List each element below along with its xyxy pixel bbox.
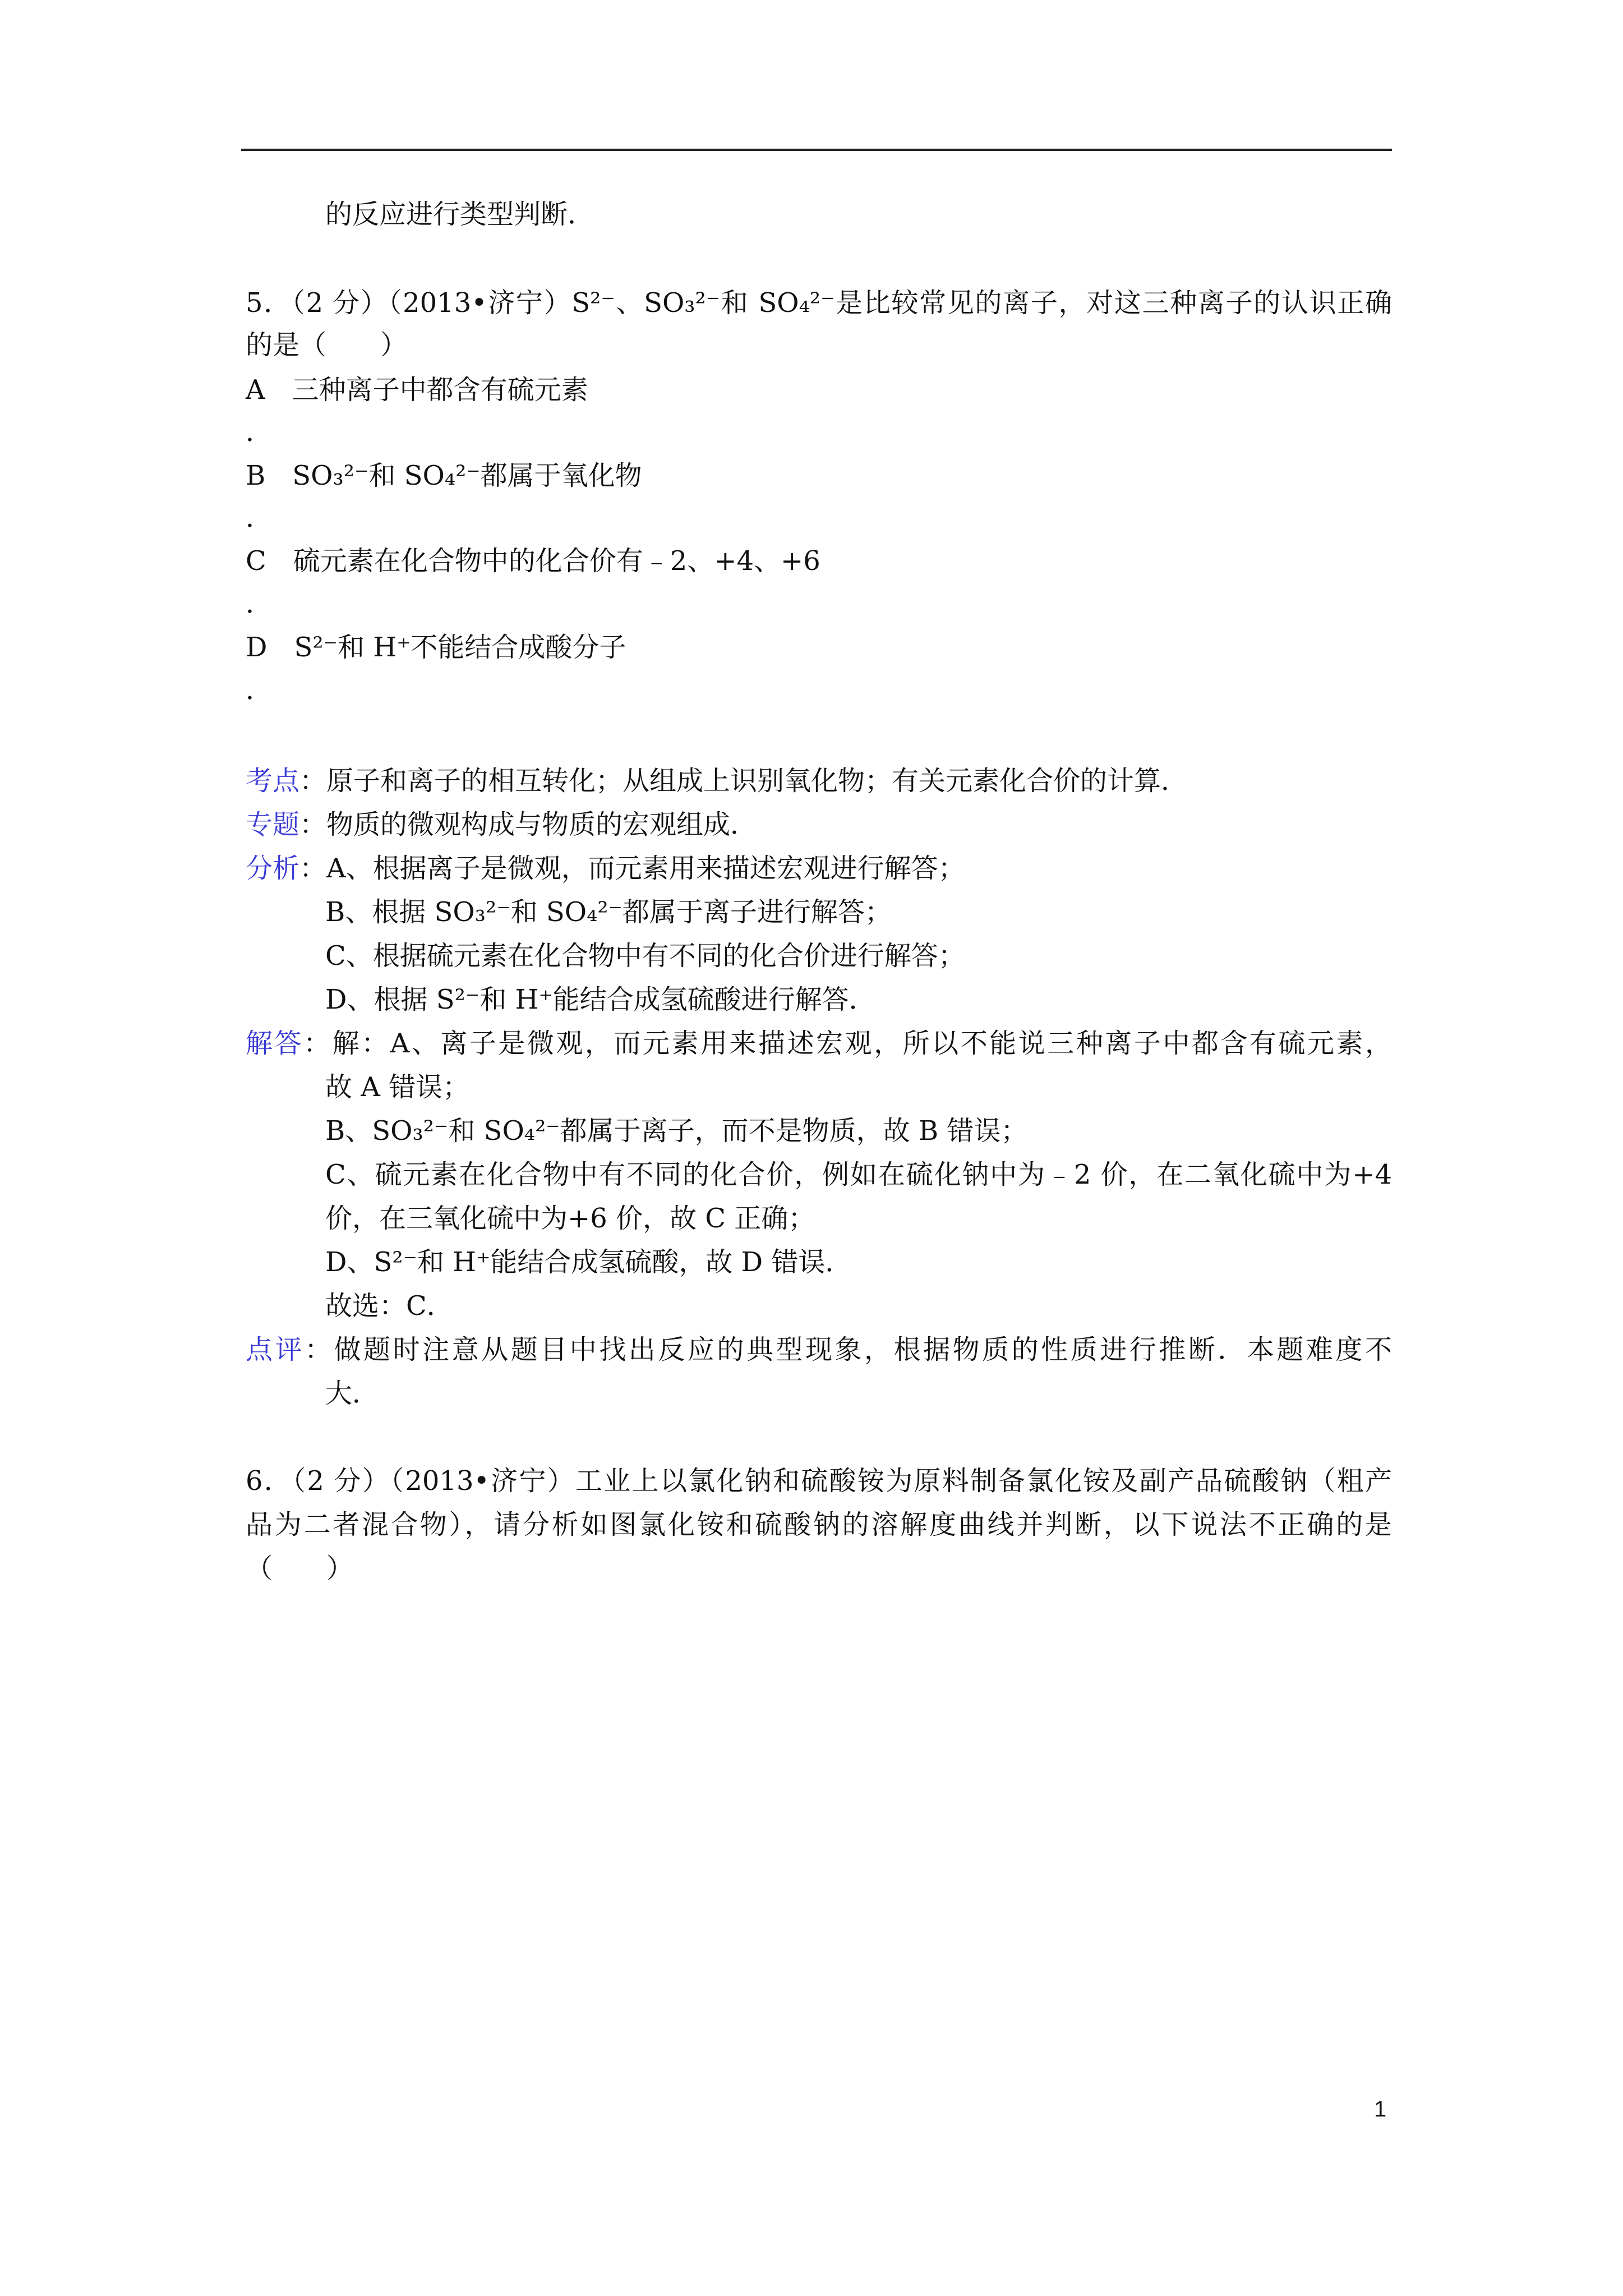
option-a: A 三种离子中都含有硫元素 xyxy=(246,374,588,406)
question-6-stem-2: 品为二者混合物），请分析如图氯化铵和硫酸钠的溶解度曲线并判断，以下说法不正确的是 xyxy=(246,1509,1392,1540)
zhuanti-line xyxy=(246,808,757,841)
dianping-line xyxy=(246,1333,1392,1366)
jieda-line-3: B、SO₃²⁻和 SO₄²⁻都属于离子，而不是物质，故 B 错误； xyxy=(325,1115,1028,1147)
kaodian-label: 考点 xyxy=(246,765,300,797)
kaodian-line xyxy=(246,764,1188,798)
question-5-stem: 5．（2 分）（2013•济宁）S²⁻、SO₃²⁻和 SO₄²⁻是比较常见的离子，对这三种离子的认识正确 xyxy=(246,287,1392,319)
fenxi-line-c: C、根据硫元素在化合物中有不同的化合价进行解答； xyxy=(325,940,965,972)
page-number: 1 xyxy=(1374,2097,1387,2122)
option-a-dot: ． xyxy=(246,416,273,448)
question-6-stem: 6．（2 分）（2013•济宁）工业上以氯化钠和硫酸铵为原料制备氯化铵及副产品硫酸钠（粗产 xyxy=(246,1465,1392,1497)
option-c-dot: ． xyxy=(246,588,273,619)
zhuanti-text: ：物质的微观构成与物质的宏观组成． xyxy=(299,809,758,840)
option-c: C 硫元素在化合物中的化合价有﹣2、+4、+6 xyxy=(246,545,820,577)
fenxi-line-b: B、根据 SO₃²⁻和 SO₄²⁻都属于离子进行解答； xyxy=(325,896,892,928)
header-rule xyxy=(241,149,1392,151)
option-b-dot: ． xyxy=(246,502,273,533)
dianping-text: ：做题时注意从题目中找出反应的典型现象，根据物质的性质进行推断．本题难度不 xyxy=(305,1334,1392,1365)
zhuanti-label: 专题 xyxy=(246,809,300,840)
fenxi-text: ：A、根据离子是微观，而元素用来描述宏观进行解答； xyxy=(299,853,965,884)
option-d-dot: ． xyxy=(246,674,273,706)
question-6-stem-3: （ ） xyxy=(246,1553,354,1584)
dianping-line-2: 大． xyxy=(325,1378,380,1409)
text-line: 的反应进行类型判断． xyxy=(325,199,595,230)
jieda-line-5: 价，在三氧化硫中为+6 价，故 C 正确； xyxy=(325,1203,815,1234)
jieda-label: 解答 xyxy=(246,1028,304,1059)
dianping-label: 点评 xyxy=(246,1334,305,1365)
option-b: B SO₃²⁻和 SO₄²⁻都属于氧化物 xyxy=(246,460,642,491)
option-d: D S²⁻和 H⁺不能结合成酸分子 xyxy=(246,632,626,663)
question-5-stem-end: 的是（ ） xyxy=(246,329,408,361)
jieda-line-4: C、硫元素在化合物中有不同的化合价，例如在硫化钠中为﹣2 价，在二氧化硫中为+4 xyxy=(325,1159,1392,1190)
fenxi-line xyxy=(246,852,965,885)
fenxi-label: 分析 xyxy=(246,853,300,884)
jieda-line-7: 故选：C． xyxy=(325,1290,454,1322)
jieda-text: ：解：A、离子是微观，而元素用来描述宏观，所以不能说三种离子中都含有硫元素， xyxy=(303,1028,1392,1059)
kaodian-text: ：原子和离子的相互转化；从组成上识别氧化物；有关元素化合价的计算． xyxy=(299,765,1188,797)
jieda-line-2: 故 A 错误； xyxy=(325,1071,470,1103)
jieda-line xyxy=(246,1027,1392,1060)
fenxi-line-d: D、根据 S²⁻和 H⁺能结合成氢硫酸进行解答． xyxy=(325,984,876,1015)
jieda-line-6: D、S²⁻和 H⁺能结合成氢硫酸，故 D 错误． xyxy=(325,1246,852,1278)
